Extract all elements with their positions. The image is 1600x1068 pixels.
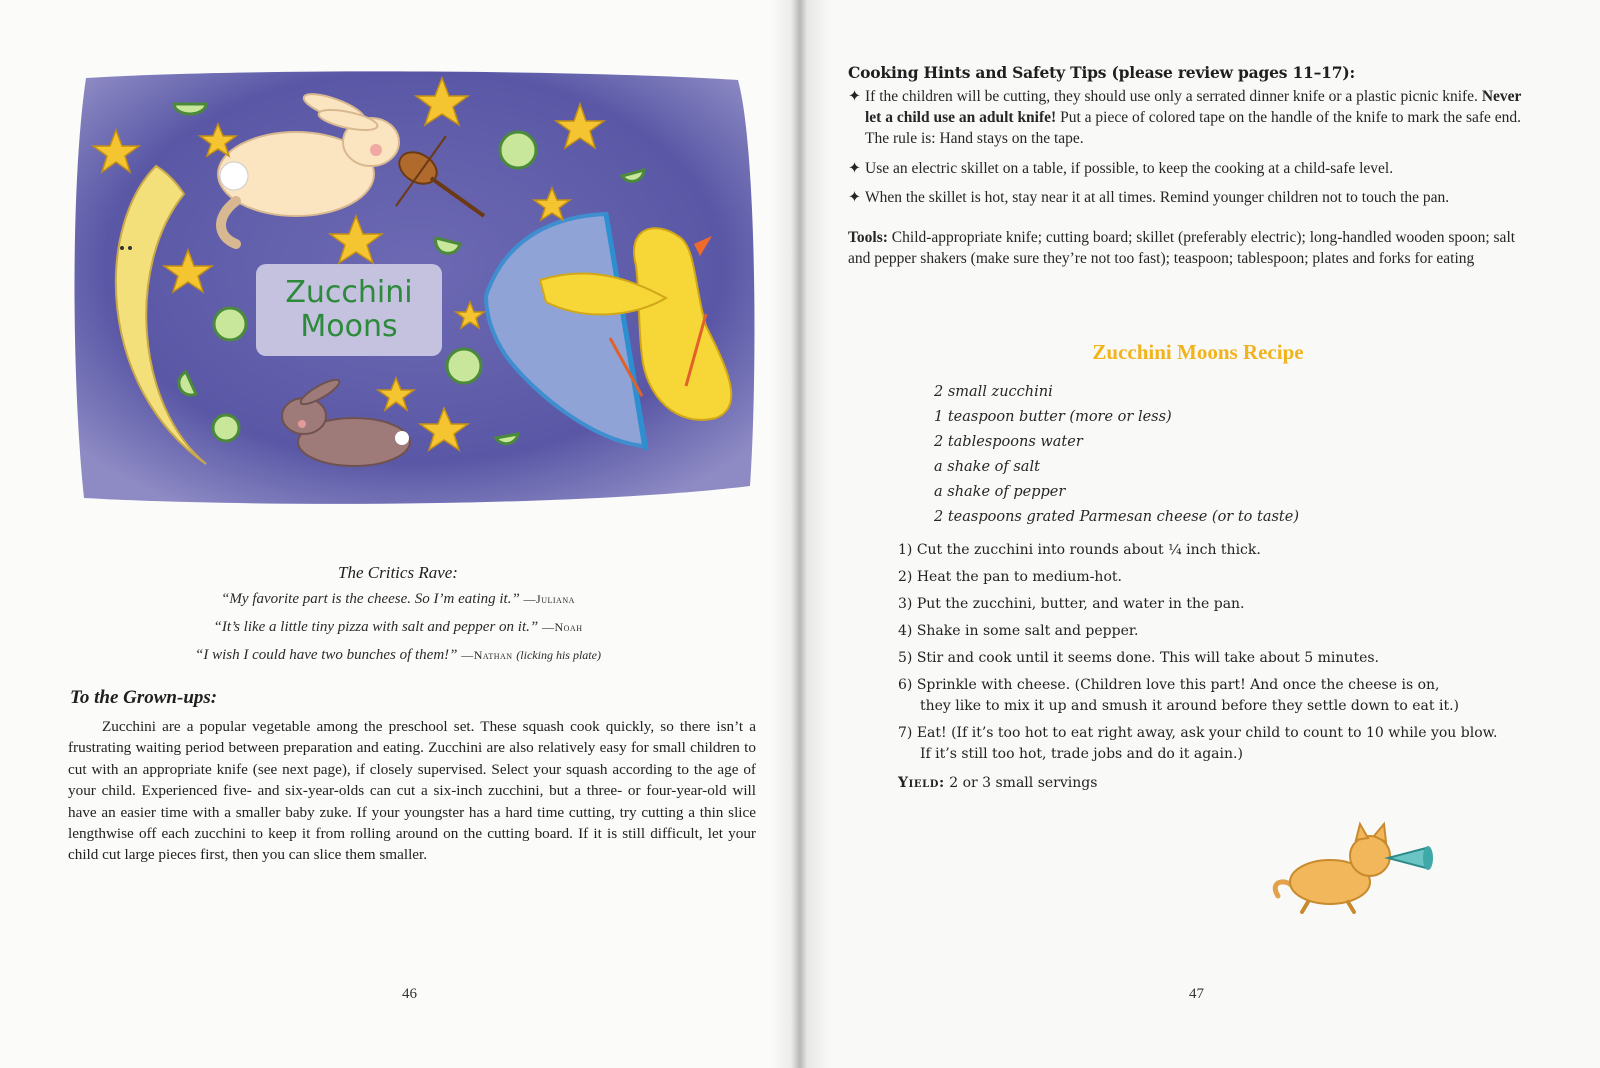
grownups-paragraph: Zucchini are a popular vegetable among the preschool set. These squash cook quickly, so there isn’t a frustrating waiting period between preparation and eating. Zucchini are also relatively easy for small children to cut with an appropriate knife (see next page), if closely supervised. Select your squash according to the age of your child. Experienced five- and six-year-olds can cut a six-inch zucchini, but a three- or four-year-old will have an easier time with a smaller baby zuke. If your youngster has a hard time cutting, try cutting a thin slice lengthwise off each zucchini to keep it from rolling around on the cutting board. If it is still difficult, let your child cut large pieces first, then you can slice them smaller. bbox=[68, 718, 756, 864]
step-text: Heat the pan to medium-hot. bbox=[916, 569, 1122, 585]
page-number-right: 47 bbox=[1189, 986, 1204, 1002]
ingredient-item: a shake of pepper bbox=[934, 484, 1066, 500]
ingredient-item: 2 small zucchini bbox=[934, 384, 1053, 400]
hints-heading: Cooking Hints and Safety Tips (please review pages 11–17): bbox=[848, 63, 1356, 82]
ingredient-item: 2 tablespoons water bbox=[934, 434, 1083, 450]
tip-emphasis: Never let a child use an adult knife! bbox=[865, 88, 1522, 126]
safety-tip bbox=[848, 158, 1568, 179]
left-page bbox=[0, 0, 796, 1068]
safety-tip bbox=[848, 187, 1588, 208]
step-number: 1) bbox=[898, 542, 913, 558]
tools-paragraph bbox=[848, 227, 1528, 269]
quote-text: “I wish I could have two bunches of them!” bbox=[195, 647, 458, 663]
recipe-yield bbox=[898, 775, 1097, 791]
quote-attribution: —Juliana bbox=[523, 592, 575, 606]
step-number: 6) bbox=[898, 677, 913, 693]
step-number: 7) bbox=[898, 725, 913, 741]
recipe-step bbox=[898, 621, 1498, 642]
quote-attribution: —Nathan bbox=[461, 648, 513, 662]
cat-with-horn-icon bbox=[1268, 818, 1446, 914]
quote-text: “My favorite part is the cheese. So I’m eating it.” bbox=[221, 591, 520, 607]
step-text: Stir and cook until it seems done. This will take about 5 minutes. bbox=[916, 650, 1379, 666]
tools-text: Child-appropriate knife; cutting board; skillet (preferably electric); long-handled wooden spoon; salt and pepper shakers (make sure they’re not too fast); teaspoon; tablespoon; plates and forks for eating bbox=[848, 229, 1516, 267]
step-text-cont: they like to mix it up and smush it around before they settle down to eat it.) bbox=[920, 698, 1459, 714]
recipe-step bbox=[898, 594, 1498, 615]
recipe-step bbox=[898, 723, 1498, 765]
critic-quote bbox=[0, 647, 796, 664]
step-number: 3) bbox=[898, 596, 913, 612]
recipe-step bbox=[898, 648, 1498, 669]
tools-label: Tools: bbox=[848, 229, 888, 246]
illustration-title-line2: Moons bbox=[300, 309, 398, 344]
step-number: 2) bbox=[898, 569, 913, 585]
right-page bbox=[796, 0, 1600, 1068]
step-number: 4) bbox=[898, 623, 913, 639]
bullet-diamond-icon: ✦ bbox=[848, 189, 861, 206]
bullet-diamond-icon: ✦ bbox=[848, 88, 861, 105]
quote-note: (licking his plate) bbox=[516, 648, 601, 662]
grownups-heading: To the Grown-ups: bbox=[70, 687, 218, 708]
recipe-step bbox=[898, 567, 1498, 588]
recipe-steps bbox=[898, 540, 1498, 771]
ingredient-item: a shake of salt bbox=[934, 459, 1040, 475]
illustration-title-line1: Zucchini bbox=[285, 275, 413, 310]
recipe-step bbox=[898, 675, 1498, 717]
tip-text: If the children will be cutting, they should use only a serrated dinner knife or a plastic picnic knife. bbox=[865, 88, 1482, 105]
critic-quote bbox=[0, 619, 796, 636]
step-text-cont: If it’s still too hot, trade jobs and do it again.) bbox=[920, 746, 1243, 762]
step-number: 5) bbox=[898, 650, 913, 666]
critic-quote bbox=[0, 591, 796, 608]
recipe-title: Zucchini Moons Recipe bbox=[1092, 340, 1304, 364]
critics-heading: The Critics Rave: bbox=[338, 563, 458, 582]
ingredient-item: 2 teaspoons grated Parmesan cheese (or to taste) bbox=[934, 509, 1299, 525]
step-text: Eat! (If it’s too hot to eat right away, ask your child to count to 10 while you blow. bbox=[916, 725, 1498, 741]
step-text: Cut the zucchini into rounds about ¼ inch thick. bbox=[916, 542, 1261, 558]
step-text: Sprinkle with cheese. (Children love this part! And once the cheese is on, bbox=[916, 677, 1440, 693]
tip-text: Use an electric skillet on a table, if possible, to keep the cooking at a child-safe level. bbox=[865, 160, 1394, 177]
safety-tip bbox=[848, 86, 1538, 149]
page-number-left: 46 bbox=[402, 986, 417, 1002]
recipe-step bbox=[898, 540, 1498, 561]
quote-text: “It’s like a little tiny pizza with salt and pepper on it.” bbox=[213, 619, 539, 635]
step-text: Shake in some salt and pepper. bbox=[916, 623, 1139, 639]
tip-text-cont: Put a piece of colored tape on the handle of the knife to mark the safe end. The rule is: Hand stays on the tape. bbox=[865, 109, 1522, 147]
quote-attribution: —Noah bbox=[541, 620, 583, 634]
step-text: Put the zucchini, butter, and water in the pan. bbox=[916, 596, 1245, 612]
bullet-diamond-icon: ✦ bbox=[848, 160, 861, 177]
yield-text: 2 or 3 small servings bbox=[944, 775, 1098, 791]
zucchini-moons-illustration bbox=[66, 66, 760, 516]
yield-label: Yield: bbox=[898, 775, 945, 791]
tip-text: When the skillet is hot, stay near it at all times. Remind younger children not to touch the pan. bbox=[865, 189, 1450, 206]
ingredient-list bbox=[934, 380, 1299, 530]
ingredient-item: 1 teaspoon butter (more or less) bbox=[934, 409, 1172, 425]
